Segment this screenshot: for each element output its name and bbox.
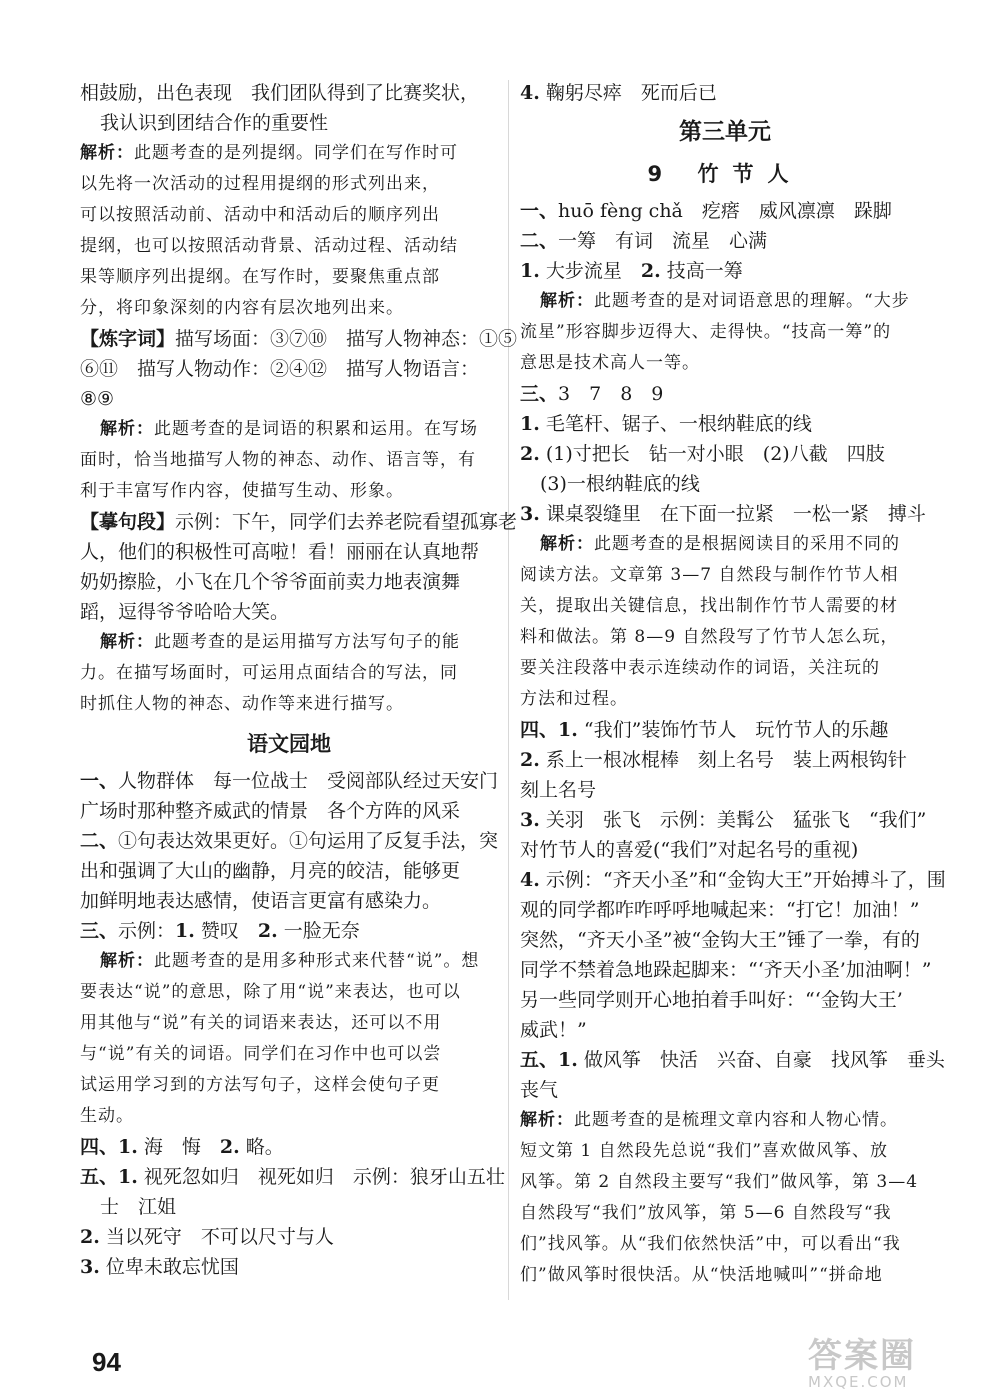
- answer-line: 我认识到团结合作的重要性: [100, 112, 329, 134]
- section-title: 语文园地: [247, 732, 331, 756]
- analysis-line: 解析：此题考查的是列提纲。同学们在写作时可: [80, 143, 458, 163]
- answer-line: 2. 当以死守 不可以尺寸与人: [80, 1226, 334, 1248]
- answer-line: 另一些同学则开心地拍着手叫好：“‘金钩大王’: [520, 989, 903, 1011]
- analysis-line: 提纲，也可以按照活动背景、活动过程、活动结: [80, 236, 458, 256]
- analysis-label: 解析：: [100, 632, 154, 652]
- analysis-label: 解析：: [100, 419, 154, 439]
- analysis-line: 解析：此题考查的是运用描写方法写句子的能: [100, 632, 460, 652]
- analysis-line: 要表达“说”的意思，除了用“说”来表达，也可以: [80, 982, 461, 1002]
- answer-line: 3. 位卑未敢忘忧国: [80, 1256, 239, 1278]
- answer-line: 奶奶擦脸，小飞在几个爷爷面前卖力地表演舞: [80, 571, 461, 593]
- analysis-line: 阅读方法。文章第 3—7 自然段与制作竹节人相: [520, 565, 899, 585]
- watermark-text: 答案圈: [808, 1336, 916, 1376]
- answer-line: 广场时那种整齐威武的情景 各个方阵的风采: [80, 800, 461, 822]
- lesson-title: 9 竹节人: [647, 162, 803, 186]
- answer-line: 【炼字词】描写场面：③⑦⑩ 描写人物神态：①⑤: [80, 328, 518, 350]
- analysis-label: 解析：: [100, 951, 154, 971]
- answer-line: 五、1. 做风筝 快活 兴奋、自豪 找风筝 垂头: [520, 1049, 945, 1071]
- answer-line: 威武！”: [520, 1019, 587, 1041]
- analysis-line: 解析：此题考查的是对词语意思的理解。“大步: [540, 291, 910, 311]
- answer-line: 五、1. 视死忽如归 视死如归 示例：狼牙山五壮: [80, 1166, 505, 1188]
- unit-title: 第三单元: [679, 119, 771, 145]
- analysis-line: 力。在描写场面时，可运用点面结合的写法，同: [80, 663, 458, 683]
- analysis-line: 方法和过程。: [520, 689, 628, 709]
- analysis-line: 流星”形容脚步迈得大、走得快。“技高一筹”的: [520, 322, 892, 342]
- right-column: [520, 78, 946, 1291]
- answer-line: 加鲜明地表达感情，使语言更富有感染力。: [80, 890, 442, 912]
- answer-line: 3. 课桌裂缝里 在下面一拉紧 一松一紧 搏斗: [520, 503, 926, 525]
- answer-line: 观的同学都咋咋呼呼地喊起来：“打它！加油！”: [520, 899, 920, 921]
- answer-line: 3. 关羽 张飞 示例：美髯公 猛张飞 “我们”: [520, 809, 927, 831]
- answer-line: 四、1. 海 悔 2. 略。: [80, 1136, 284, 1158]
- analysis-label: 解析：: [540, 291, 594, 311]
- answer-line: 士 江姐: [100, 1196, 177, 1218]
- answer-line: 相鼓励，出色表现 我们团队得到了比赛奖状，: [80, 82, 480, 104]
- analysis-line: 果等顺序列出提纲。在写作时，要聚焦重点部: [80, 267, 440, 287]
- watermark-logo: [808, 1328, 978, 1391]
- answer-line: 蹈，逗得爷爷哈哈大笑。: [80, 601, 290, 623]
- answer-line: 一、huō fèng chǎ 疙瘩 威风凛凛 跺脚: [520, 200, 892, 222]
- answer-line: 1. 毛笔杆、锯子、一根纳鞋底的线: [520, 413, 812, 435]
- analysis-line: 关，提取出关键信息，找出制作竹节人需要的材: [520, 596, 898, 616]
- analysis-label: 解析：: [540, 534, 594, 554]
- left-column: [80, 78, 518, 1282]
- analysis-line: 试运用学习到的方法写句子，这样会使句子更: [80, 1075, 440, 1095]
- analysis-line: 以先将一次活动的过程用提纲的形式列出来，: [80, 174, 440, 194]
- analysis-line: 风筝。第 2 自然段主要写“我们”做风筝，第 3—4: [520, 1172, 919, 1192]
- answer-line: 出和强调了大山的幽静，月亮的皎洁，能够更: [80, 860, 461, 882]
- analysis-line: 与“说”有关的词语。同学们在习作中也可以尝: [80, 1044, 442, 1064]
- analysis-line: 分，将印象深刻的内容有层次地列出来。: [80, 298, 404, 318]
- analysis-line: 意思是技术高人一等。: [520, 353, 700, 373]
- answer-line: 丧气: [520, 1079, 559, 1101]
- section-tag: 【炼字词】: [80, 328, 176, 350]
- analysis-line: 料和做法。第 8—9 自然段写了竹节人怎么玩，: [520, 627, 899, 647]
- answer-line: 人，他们的积极性可高啦！看！丽丽在认真地帮: [80, 541, 480, 563]
- analysis-line: 生动。: [80, 1106, 134, 1126]
- column-divider: [508, 80, 509, 1300]
- analysis-line: 们”做风筝时很快活。从“快活地喊叫”“拼命地: [520, 1265, 883, 1285]
- page-number: 94: [92, 1347, 121, 1377]
- answer-line: ⑧⑨: [80, 388, 115, 410]
- answer-line: 4. 示例：“齐天小圣”和“金钩大王”开始搏斗了，围: [520, 869, 946, 891]
- answer-line: 4. 鞠躬尽瘁 死而后已: [520, 82, 717, 104]
- answer-line: ⑥⑪ 描写人物动作：②④⑫ 描写人物语言：: [80, 358, 480, 380]
- answer-line: 三、3 7 8 9: [520, 383, 664, 405]
- analysis-line: 要关注段落中表示连续动作的词语，关注玩的: [520, 658, 880, 678]
- answer-line: 2. 系上一根冰棍棒 刻上名号 装上两根钩针: [520, 749, 907, 771]
- analysis-line: 自然段写“我们”放风筝，第 5—6 自然段写“我: [520, 1203, 892, 1223]
- analysis-line: 用其他与“说”有关的词语来表达，还可以不用: [80, 1013, 442, 1033]
- analysis-line: 时抓住人物的神态、动作等来进行描写。: [80, 694, 404, 714]
- analysis-line: 短文第 1 自然段先总说“我们”喜欢做风筝、放: [520, 1141, 889, 1161]
- section-tag: 【摹句段】: [80, 511, 176, 533]
- answer-line: 二、一筹 有词 流星 心满: [520, 230, 768, 252]
- answer-line: 1. 大步流星 2. 技高一筹: [520, 260, 743, 282]
- analysis-label: 解析：: [520, 1110, 574, 1130]
- answer-line: 刻上名号: [520, 779, 597, 801]
- analysis-line: 解析：此题考查的是词语的积累和运用。在写场: [100, 419, 478, 439]
- watermark-url: MXQE.COM: [808, 1373, 909, 1391]
- analysis-line: 可以按照活动前、活动中和活动后的顺序列出: [80, 205, 440, 225]
- analysis-line: 解析：此题考查的是梳理文章内容和人物心情。: [520, 1110, 898, 1130]
- answer-line: 2. (1)寸把长 钻一对小眼 (2)八截 四肢: [520, 443, 885, 465]
- answer-line: 对竹节人的喜爱(“我们”对起名号的重视): [520, 839, 859, 861]
- answer-line: 同学不禁着急地跺起脚来：“‘齐天小圣’加油啊！”: [520, 959, 932, 981]
- answer-line: 突然，“齐天小圣”被“金钩大王”锤了一拳，有的: [520, 929, 920, 951]
- analysis-label: 解析：: [80, 143, 134, 163]
- analysis-line: 利于丰富写作内容，使描写生动、形象。: [80, 481, 404, 501]
- answer-line: 一、人物群体 每一位战士 受阅部队经过天安门: [80, 770, 499, 792]
- analysis-line: 面时，恰当地描写人物的神态、动作、语言等，有: [80, 450, 476, 470]
- answer-line: (3)一根纳鞋底的线: [540, 473, 700, 495]
- answer-line: 【摹句段】示例：下午，同学们去养老院看望孤寡老: [80, 511, 518, 533]
- analysis-line: 解析：此题考查的是用多种形式来代替“说”。想: [100, 951, 480, 971]
- answer-line: 二、①句表达效果更好。①句运用了反复手法，突: [80, 830, 499, 852]
- answer-line: 四、1. “我们”装饰竹节人 玩竹节人的乐趣: [520, 719, 889, 741]
- analysis-line: 解析：此题考查的是根据阅读目的采用不同的: [540, 534, 900, 554]
- answer-line: 三、示例：1. 赞叹 2. 一脸无奈: [80, 920, 360, 942]
- analysis-line: 们”找风筝。从“我们依然快活”中，可以看出“我: [520, 1234, 901, 1254]
